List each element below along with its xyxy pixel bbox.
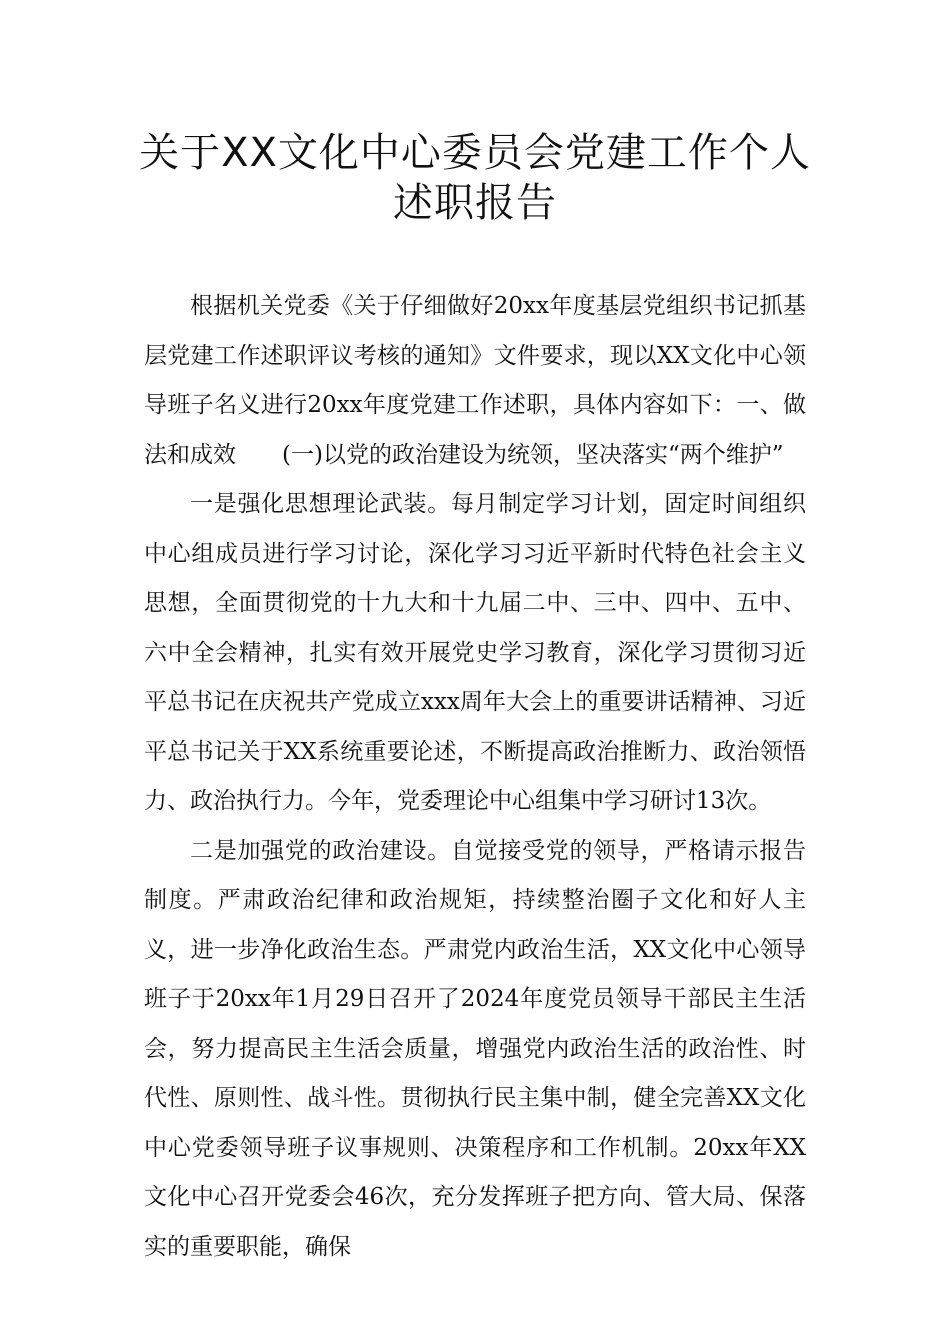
paragraph-political-construction: 二是加强党的政治建设。自觉接受党的领导，严格请示报告制度。严肃政治纪律和政治规矩，持续整治圈子文化和好人主义，进一步净化政治生态。严肃党内政治生活，XX文化中心领导班子于20xx年1月29日召开了2024年度党员领导干部民主生活会，努力提高民主生活会质量，增强党内政治生活的政治性、时代性、原则性、战斗性。贯彻执行民主集中制，健全完善XX文化中心党委领导班子议事规则、决策程序和工作机制。20xx年XX文化中心召开党委会46次，充分发挥班子把方向、管大局、保落实的重要职能，确保 xyxy=(144,837,806,1260)
paragraph-theory-study: 一是强化思想理论武装。每月制定学习计划，固定时间组织中心组成员进行学习讨论，深化学习习近平新时代特色社会主义思想，全面贯彻党的十九大和十九届二中、三中、四中、五中、六中全会精神，扎实有效开展党史学习教育，深化学习贯彻习近平总书记在庆祝共产党成立xxx周年大会上的重要讲话精神、习近平总书记关于XX系统重要论述，不断提高政治推断力、政治领悟力、政治执行力。今年，党委理论中心组集中学习研讨13次。 xyxy=(144,491,806,814)
document-title: 关于XX文化中心委员会党建工作个人述职报告 xyxy=(139,130,811,226)
paragraph-intro: 根据机关党委《关于仔细做好20xx年度基层党组织书记抓基层党建工作述职评议考核的通知》文件要求，现以XX文化中心领导班子名义进行20xx年度党建工作述职，具体内容如下：一、做法和成效 (一)以党的政治建设为统领，坚决落实“两个维护” xyxy=(144,293,806,468)
document-body xyxy=(144,282,806,1272)
